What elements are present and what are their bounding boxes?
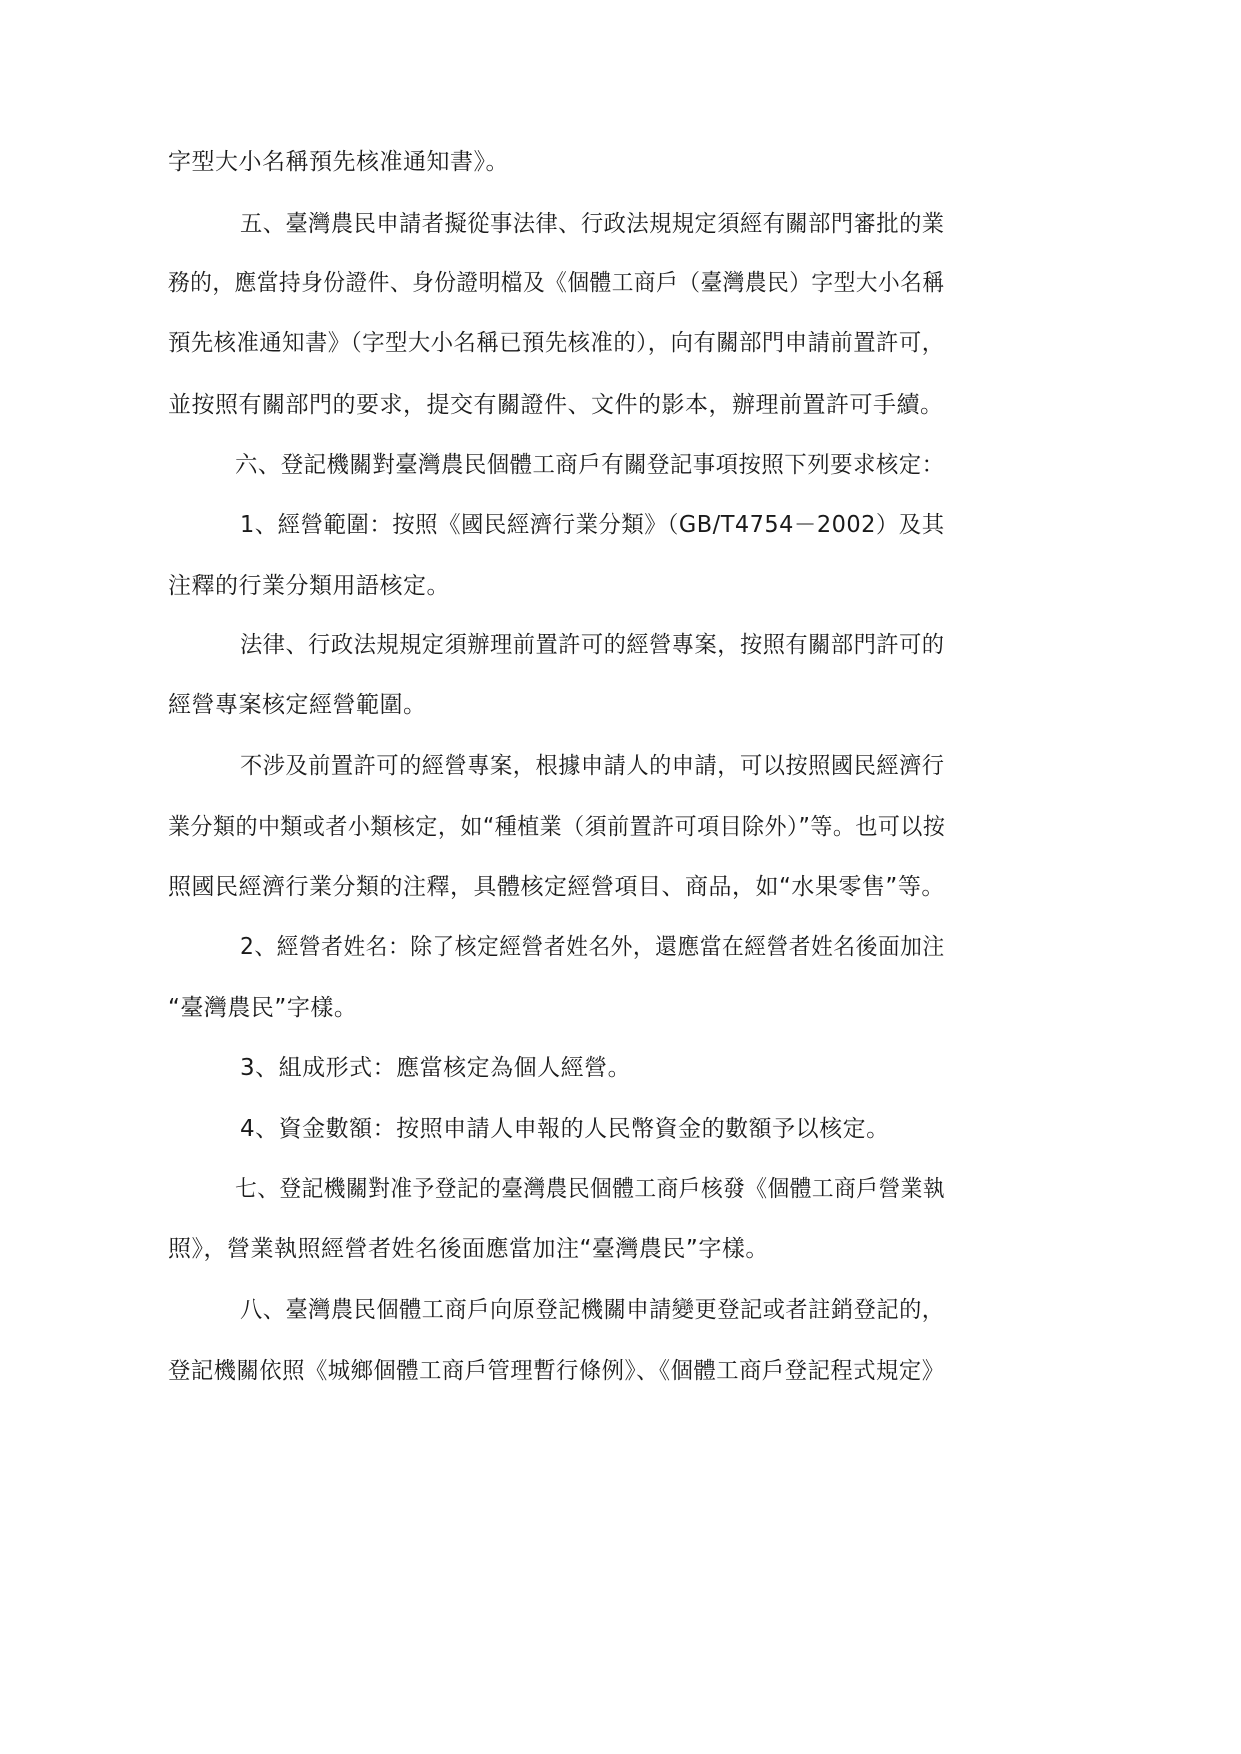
paragraph-line: 3、組成形式：應當核定為個人經營。 xyxy=(240,1055,632,1081)
paragraph-line: 2、經營者姓名：除了核定經營者姓名外，還應當在經營者姓名後面加注 xyxy=(240,934,945,960)
paragraph-line: 八、臺灣農民個體工商戶向原登記機關申請變更登記或者註銷登記的， xyxy=(240,1297,945,1323)
paragraph-line: 字型大小名稱預先核准通知書》。 xyxy=(168,149,509,175)
paragraph-line: 照國民經濟行業分類的注釋，具體核定經營項目、商品，如“水果零售”等。 xyxy=(168,874,945,900)
paragraph-line: 務的，應當持身份證件、身份證明檔及《個體工商戶（臺灣農民）字型大小名稱 xyxy=(168,270,945,296)
paragraph-line: 七、登記機關對准予登記的臺灣農民個體工商戶核發《個體工商戶營業執 xyxy=(235,1176,945,1202)
paragraph-line: 注釋的行業分類用語核定。 xyxy=(168,573,450,599)
paragraph-line: 五、臺灣農民申請者擬從事法律、行政法規規定須經有關部門審批的業 xyxy=(240,211,945,237)
paragraph-line: 登記機關依照《城鄉個體工商戶管理暫行條例》、《個體工商戶登記程式規定》 xyxy=(168,1358,945,1384)
paragraph-line: 六、登記機關對臺灣農民個體工商戶有關登記事項按照下列要求核定： xyxy=(235,452,945,478)
paragraph-line: 不涉及前置許可的經營專案，根據申請人的申請，可以按照國民經濟行 xyxy=(240,753,945,779)
paragraph-line: 4、資金數額：按照申請人申報的人民幣資金的數額予以核定。 xyxy=(240,1116,890,1142)
paragraph-line: 法律、行政法規規定須辦理前置許可的經營專案，按照有關部門許可的 xyxy=(240,632,945,658)
paragraph-line: 1、經營範圍：按照《國民經濟行業分類》（GB/T4754－2002）及其 xyxy=(240,512,945,538)
paragraph-line: 業分類的中類或者小類核定，如“種植業（須前置許可項目除外）”等。也可以按 xyxy=(168,814,946,840)
paragraph-line: 照》，營業執照經營者姓名後面應當加注“臺灣農民”字樣。 xyxy=(168,1236,769,1262)
paragraph-line: 並按照有關部門的要求，提交有關證件、文件的影本，辦理前置許可手續。 xyxy=(168,392,944,418)
paragraph-line: “臺灣農民”字樣。 xyxy=(168,995,358,1021)
paragraph-line: 預先核准通知書》（字型大小名稱已預先核准的），向有關部門申請前置許可， xyxy=(168,330,945,356)
paragraph-line: 經營專案核定經營範圍。 xyxy=(168,692,427,718)
